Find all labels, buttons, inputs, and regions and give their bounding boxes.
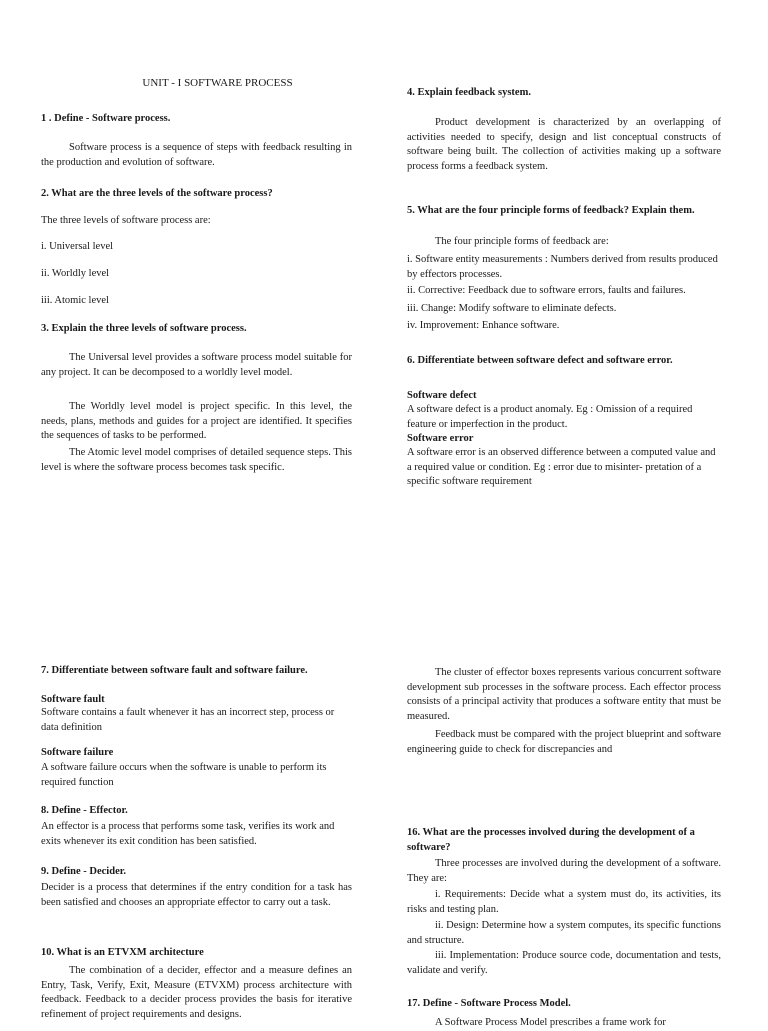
software-fault-text: Software contains a fault whenever it has an incorrect step, process or data definition	[41, 707, 335, 733]
unit-title: UNIT - I SOFTWARE PROCESS	[142, 77, 293, 89]
feedback-form-1: i. Software entity measurements : Numbers derived from results produced by effectors processes.	[407, 254, 718, 280]
answer-2-intro: The three levels of software process are:	[41, 215, 211, 226]
question-6: 6. Differentiate between software defect and software error.	[407, 355, 673, 366]
question-10: 10. What is an ETVXM architecture	[41, 947, 204, 958]
level-item: ii. Worldly level	[41, 268, 110, 279]
process-design: ii. Design: Determine how a system computes, its specific functions and structure.	[407, 920, 721, 946]
effector-cluster-paragraph: The cluster of effector boxes represents various concurrent software development sub processes in the software process. Each effector process consists of a principal activity that produces a software entity that must be measured.	[407, 667, 721, 722]
answer-3-universal: The Universal level provides a software process model suitable for any project. It can be decomposed to a worldly level model.	[41, 352, 352, 378]
level-item: iii. Atomic level	[41, 295, 109, 306]
question-8: 8. Define - Effector.	[41, 805, 128, 816]
feedback-form-3: iii. Change: Modify software to eliminate defects.	[407, 303, 617, 314]
software-defect-text: A software defect is a product anomaly. Eg : Omission of a required feature or imperfection in the product.	[407, 404, 693, 430]
process-implementation: iii. Implementation: Produce source code, documentation and tests, validate and verify.	[407, 950, 721, 976]
answer-16-intro: Three processes are involved during the development of a software. They are:	[407, 858, 721, 884]
question-5: 5. What are the four principle forms of feedback? Explain them.	[407, 205, 695, 216]
answer-4: Product development is characterized by an overlapping of activities needed to specify, design and list conceptual constructs of software being built. The collection of activities making up a software process forms a feedback system.	[407, 117, 721, 172]
question-17: 17. Define - Software Process Model.	[407, 998, 571, 1009]
feedback-comparison-paragraph: Feedback must be compared with the project blueprint and software engineering guide to check for discrepancies and	[407, 729, 721, 755]
process-requirements: i. Requirements: Decide what a system must do, its activities, its risks and testing plan.	[407, 889, 721, 915]
answer-8: An effector is a process that performs some task, verifies its work and exits whenever its exit condition has been satisfied.	[41, 821, 335, 847]
answer-1: Software process is a sequence of steps with feedback resulting in the production and evolution of software.	[41, 142, 352, 168]
feedback-form-2: ii. Corrective: Feedback due to software errors, faults and failures.	[407, 285, 686, 296]
answer-17: A Software Process Model prescribes a frame work for	[435, 1017, 666, 1028]
software-error-text: A software error is an observed difference between a computed value and a required value or condition. Eg : error due to misinter- pretation of a specific software requirement	[407, 447, 716, 487]
question-4: 4. Explain feedback system.	[407, 87, 531, 98]
answer-5-intro: The four principle forms of feedback are:	[435, 236, 609, 247]
answer-10: The combination of a decider, effector and a measure defines an Entry, Task, Verify, Exit, Measure (ETVXM) process architecture with feedback. Feedback to a decider process provides the basis for iterative refinement of project requirements and designs.	[41, 965, 352, 1020]
software-failure-heading: Software failure	[41, 747, 114, 758]
software-error-heading: Software error	[407, 433, 474, 444]
level-item: i. Universal level	[41, 241, 114, 252]
answer-9: Decider is a process that determines if the entry condition for a task has been satisfied and chooses an appropriate effector to carry out a task.	[41, 882, 352, 908]
question-16: 16. What are the processes involved during the development of a software?	[407, 827, 695, 853]
feedback-form-4: iv. Improvement: Enhance software.	[407, 320, 560, 331]
answer-3-worldly: The Worldly level model is project specific. In this level, the needs, plans, methods and guides for a project are identified. It specifies the sequences of tasks to be performed.	[41, 401, 352, 441]
question-3: 3. Explain the three levels of software process.	[41, 323, 247, 334]
answer-3-atomic: The Atomic level model comprises of detailed sequence steps. This level is where the software process becomes task specific.	[41, 447, 352, 473]
question-1: 1 . Define - Software process.	[41, 113, 171, 124]
software-failure-text: A software failure occurs when the software is unable to perform its required function	[41, 762, 327, 788]
software-fault-heading: Software fault	[41, 694, 105, 705]
question-9: 9. Define - Decider.	[41, 866, 127, 877]
software-defect-heading: Software defect	[407, 390, 477, 401]
question-7: 7. Differentiate between software fault and software failure.	[41, 665, 308, 676]
question-2: 2. What are the three levels of the software process?	[41, 188, 273, 199]
